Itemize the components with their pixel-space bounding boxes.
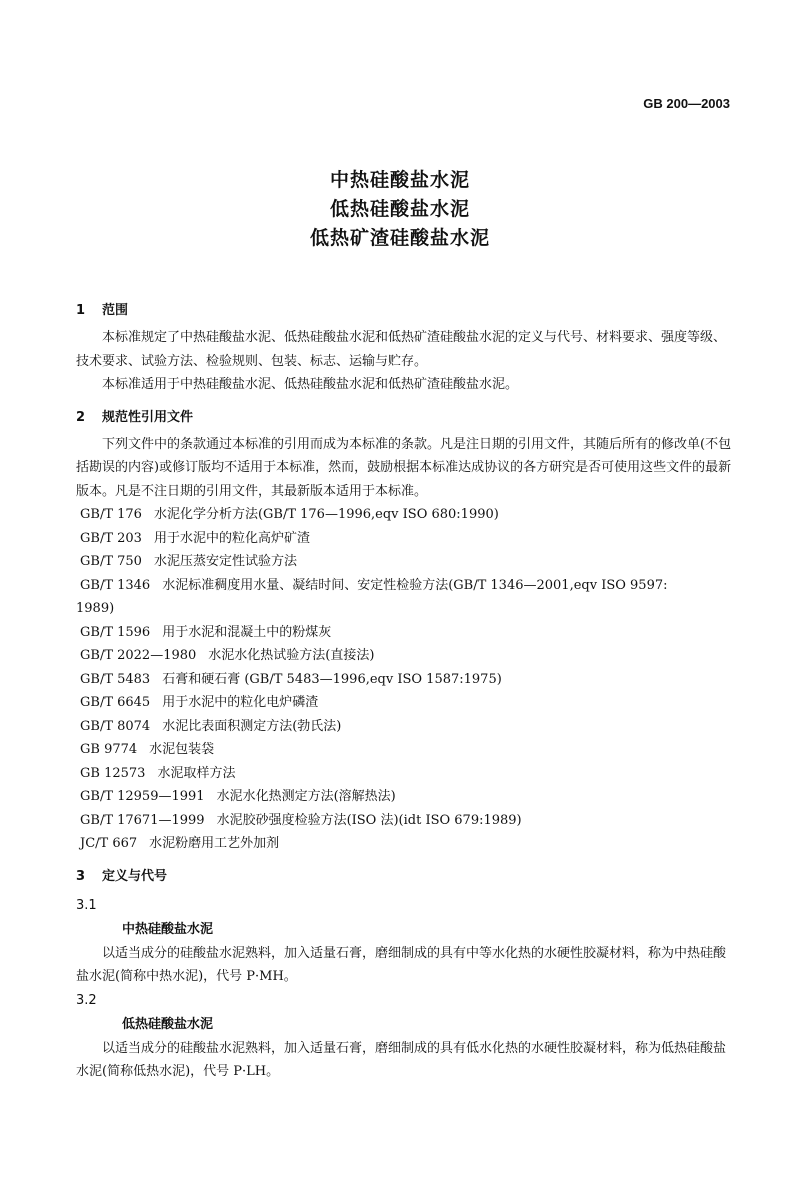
reference-title: 水泥压蒸安定性试验方法 (153, 554, 297, 569)
reference-code: GB/T 1596 (80, 624, 151, 640)
reference-item-continuation: 1989) (76, 601, 115, 616)
reference-code: GB/T 2022—1980 (80, 648, 197, 663)
reference-item (76, 785, 736, 809)
reference-code: GB 9774 (80, 742, 138, 757)
definition-term: 中热硅酸盐水泥 (122, 921, 214, 937)
reference-item (76, 809, 736, 833)
reference-item (76, 621, 736, 645)
reference-code: GB/T 750 (80, 554, 142, 569)
section-number: 2 (76, 409, 86, 425)
reference-item (76, 503, 736, 527)
reference-title: 水泥比表面积测定方法(勃氏法) (162, 718, 342, 734)
reference-title: 水泥化学分析方法(GB/T 176—1996,eqv ISO 680:1990) (153, 507, 499, 522)
reference-item (76, 832, 736, 856)
reference-code: GB 12573 (80, 765, 146, 781)
section-number: 1 (76, 303, 86, 318)
document-body (76, 292, 736, 1084)
reference-code: GB/T 176 (80, 507, 142, 522)
title-block (0, 166, 800, 253)
reference-code: GB/T 1346 (80, 577, 151, 593)
section-title: 定义与代号 (102, 868, 168, 884)
reference-item (76, 762, 736, 786)
reference-item (76, 527, 736, 551)
reference-item (76, 691, 736, 715)
title-line-3: 低热矿渣硅酸盐水泥 (309, 227, 490, 249)
reference-title: 用于水泥和混凝土中的粉煤灰 (162, 624, 332, 640)
standard-code: GB 200—2003 (643, 96, 730, 111)
definition-text: 以适当成分的硅酸盐水泥熟料，加入适量石膏，磨细制成的具有中等水化热的水硬性胶凝材料，称为中热硅酸盐水泥(简称中热水泥)，代号 P·MH。 (76, 945, 727, 984)
reference-title: 石膏和硬石膏 (GB/T 5483—1996,eqv ISO 1587:1975) (162, 671, 502, 687)
reference-title: 水泥取样方法 (157, 765, 236, 781)
reference-title: 用于水泥中的粒化高炉矿渣 (153, 530, 310, 546)
reference-title: 水泥水化热试验方法(直接法) (208, 648, 375, 663)
definition-term: 低热硅酸盐水泥 (122, 1016, 214, 1032)
reference-code: GB/T 203 (80, 530, 142, 546)
reference-code: GB/T 6645 (80, 695, 151, 710)
definition-text: 以适当成分的硅酸盐水泥熟料，加入适量石膏，磨细制成的具有低水化热的水硬性胶凝材料，称为低热硅酸盐水泥(简称低热水泥)，代号 P·LH。 (76, 1040, 727, 1079)
reference-code: JC/T 667 (80, 836, 138, 851)
reference-item (76, 550, 736, 574)
definition-number: 3.1 (76, 897, 97, 913)
reference-item (76, 715, 736, 739)
reference-title: 用于水泥中的粒化电炉磷渣 (162, 695, 319, 710)
scope-paragraph-1: 本标准规定了中热硅酸盐水泥、低热硅酸盐水泥和低热矿渣硅酸盐水泥的定义与代号、材料要求、强度等级、技术要求、试验方法、检验规则、包装、标志、运输与贮存。 (76, 330, 727, 369)
section-number: 3 (76, 868, 86, 884)
reference-item (76, 644, 736, 668)
reference-title: 水泥粉磨用工艺外加剂 (149, 836, 280, 851)
reference-item (76, 738, 736, 762)
reference-title: 水泥胶砂强度检验方法(ISO 法)(idt ISO 679:1989) (216, 812, 522, 828)
reference-list (76, 503, 736, 856)
section-heading-references (76, 407, 736, 429)
reference-code: GB/T 12959—1991 (80, 789, 205, 804)
scope-paragraph-2: 本标准适用于中热硅酸盐水泥、低热硅酸盐水泥和低热矿渣硅酸盐水泥。 (102, 377, 519, 392)
reference-title: 水泥水化热测定方法(溶解热法) (216, 789, 396, 804)
references-intro: 下列文件中的条款通过本标准的引用而成为本标准的条款。凡是注日期的引用文件，其随后所有的修改单(不包括勘误的内容)或修订版均不适用于本标准，然而，鼓励根据本标准达成协议的各方研究是否可使用这些文件的最新版本。凡是不注日期的引用文件，其最新版本适用于本标准。 (76, 436, 732, 499)
section-title: 范围 (102, 303, 129, 318)
reference-title: 水泥标准稠度用水量、凝结时间、安定性检验方法(GB/T 1346—2001,eqv ISO 9597: (162, 577, 668, 593)
definition-number: 3.2 (76, 992, 97, 1008)
reference-item (76, 574, 736, 598)
section-title: 规范性引用文件 (102, 409, 194, 425)
reference-item (76, 668, 736, 692)
reference-code: GB/T 8074 (80, 718, 151, 734)
title-line-2: 低热硅酸盐水泥 (329, 198, 470, 220)
section-heading-definitions (76, 866, 736, 888)
title-line-1: 中热硅酸盐水泥 (329, 169, 470, 191)
reference-code: GB/T 5483 (80, 671, 151, 687)
section-heading-scope (76, 300, 736, 322)
reference-title: 水泥包装袋 (149, 742, 215, 757)
reference-code: GB/T 17671—1999 (80, 812, 205, 828)
